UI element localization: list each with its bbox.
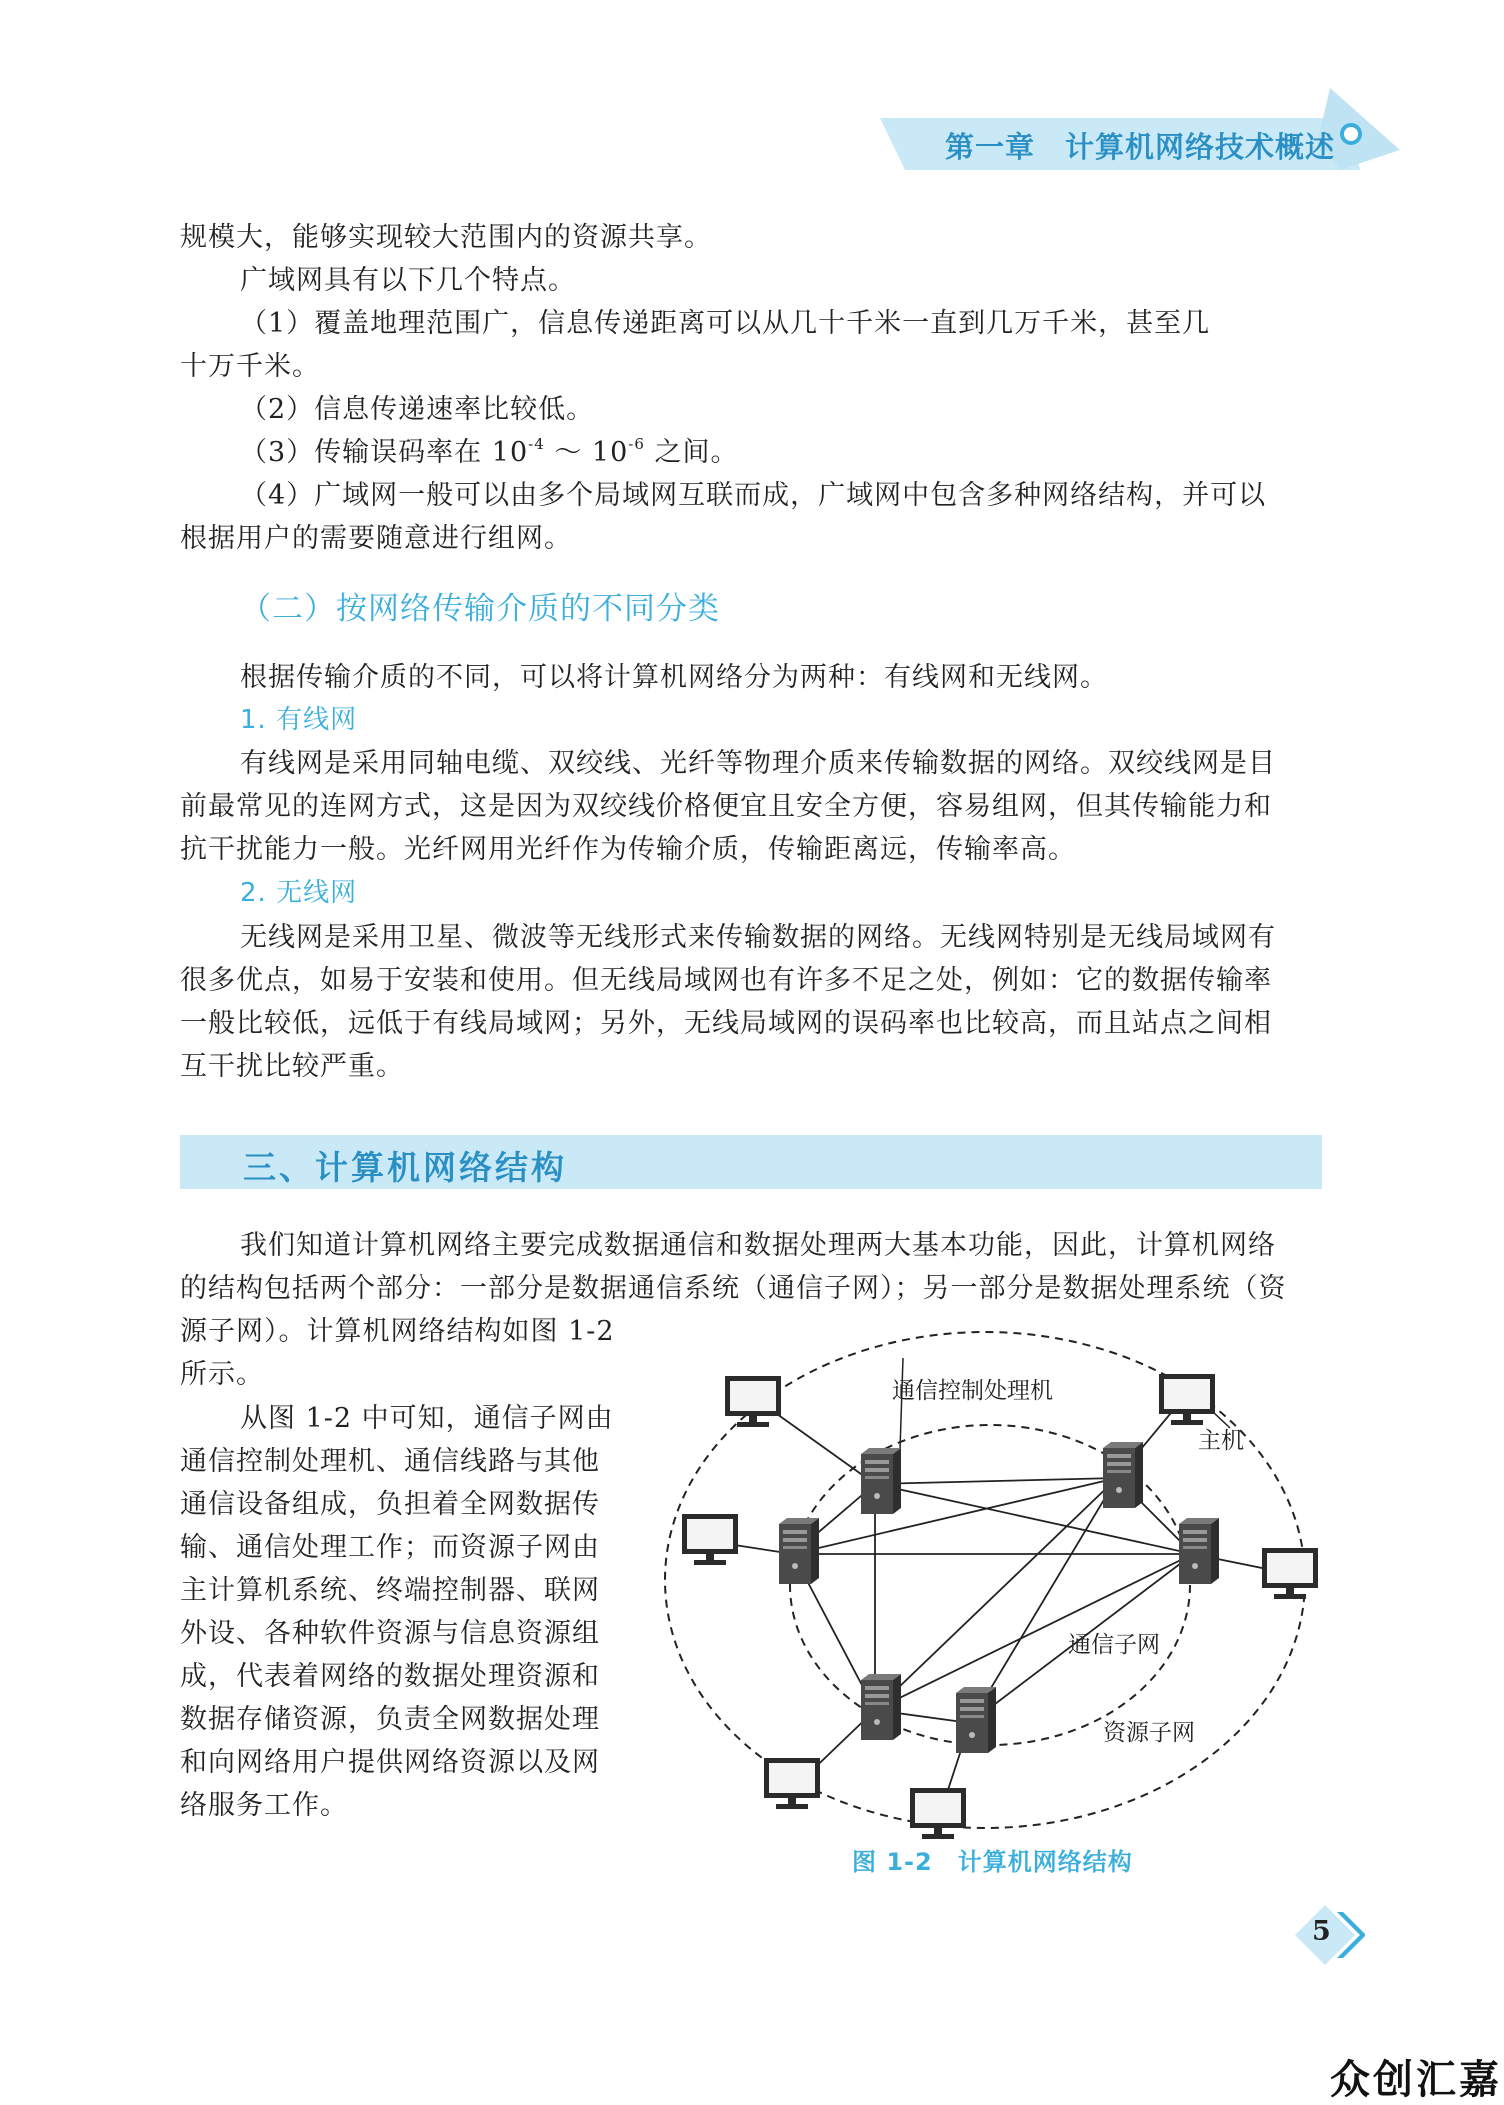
paragraph-line: 根据用户的需要随意进行组网。 xyxy=(180,523,572,554)
header-dot-icon xyxy=(1342,125,1360,143)
paragraph-line: 所示。 xyxy=(180,1359,264,1390)
host-monitor-icon xyxy=(1262,1548,1318,1599)
paragraph-line: 外设、各种软件资源与信息资源组 xyxy=(180,1618,600,1649)
paragraph-line: 数据存储资源，负责全网数据处理 xyxy=(180,1704,600,1735)
paragraph-line: 和向网络用户提供网络资源以及网 xyxy=(180,1747,600,1778)
paragraph-line: 输、通信处理工作；而资源子网由 xyxy=(180,1532,600,1563)
subsection-title: （二）按网络传输介质的不同分类 xyxy=(240,591,720,627)
error-rate-line: （3）传输误码率在 $10^{-4}$ ～ $10^{-6}$ 之间。 xyxy=(240,435,739,468)
paragraph-line: 互干扰比较严重。 xyxy=(180,1051,404,1082)
host-monitor-icon xyxy=(910,1788,966,1839)
paragraph-line: 抗干扰能力一般。光纤网用光纤作为传输介质，传输距离远，传输率高。 xyxy=(180,834,1076,865)
paragraph-line: 成，代表着网络的数据处理资源和 xyxy=(180,1661,600,1692)
paragraph-line: 前最常见的连网方式，这是因为双绞线价格便宜且安全方便，容易组网，但其传输能力和 xyxy=(180,791,1272,822)
paragraph-line: 主计算机系统、终端控制器、联网 xyxy=(180,1575,600,1606)
paragraph-line: 一般比较低，远低于有线局域网；另外，无线局域网的误码率也比较高，而且站点之间相 xyxy=(180,1008,1272,1039)
paragraph-line: 有线网是采用同轴电缆、双绞线、光纤等物理介质来传输数据的网络。双绞线网是目 xyxy=(240,748,1276,779)
page-number: 5 xyxy=(1312,1916,1331,1947)
paragraph-line: （2）信息传递速率比较低。 xyxy=(240,394,595,425)
paragraph-line: 广域网具有以下几个特点。 xyxy=(240,265,576,296)
paragraph-line: 通信设备组成，负担着全网数据传 xyxy=(180,1489,600,1520)
figure-caption: 图 1-2 计算机网络结构 xyxy=(852,1848,1133,1876)
paragraph-line: （1）覆盖地理范围广，信息传递距离可以从几十千米一直到几万千米，甚至几 xyxy=(240,308,1211,339)
communication-processor-icon xyxy=(861,1674,901,1740)
watermark: 众创汇嘉 xyxy=(1330,2057,1502,2103)
paragraph-line: 十万千米。 xyxy=(180,351,320,382)
host-label: 主机 xyxy=(1198,1428,1244,1454)
paragraph-line: 的结构包括两个部分：一部分是数据通信系统（通信子网）；另一部分是数据处理系统（资 xyxy=(180,1273,1287,1304)
communication-processor-icon xyxy=(956,1687,996,1753)
resource-subnet-label: 资源子网 xyxy=(1103,1720,1195,1746)
host-monitor-icon xyxy=(682,1514,738,1565)
paragraph-line: 通信控制处理机、通信线路与其他 xyxy=(180,1446,600,1477)
ccp-label: 通信控制处理机 xyxy=(892,1378,1053,1404)
section-heading-band xyxy=(180,1135,1322,1189)
paragraph-line: 无线网是采用卫星、微波等无线形式来传输数据的网络。无线网特别是无线局域网有 xyxy=(240,922,1276,953)
ccp-label-pointer xyxy=(900,1358,903,1450)
host-monitor-icon xyxy=(725,1376,781,1427)
paragraph-line: 我们知道计算机网络主要完成数据通信和数据处理两大基本功能，因此，计算机网络 xyxy=(240,1230,1276,1261)
chapter-header-banner xyxy=(0,0,1504,200)
paragraph-line: 络服务工作。 xyxy=(180,1790,348,1821)
communication-processor-icon xyxy=(1179,1518,1219,1584)
paragraph-line: 很多优点，如易于安装和使用。但无线局域网也有许多不足之处，例如：它的数据传输率 xyxy=(180,965,1272,996)
paragraph-line: 源子网）。计算机网络结构如图 1-2 xyxy=(180,1316,615,1347)
communication-subnet-label: 通信子网 xyxy=(1068,1632,1160,1658)
network-structure-figure xyxy=(660,1320,1330,1840)
wired-heading: 1. 有线网 xyxy=(240,705,358,735)
page-number-badge xyxy=(1285,1900,1365,1970)
paragraph-line: 从图 1-2 中可知，通信子网由 xyxy=(240,1403,614,1434)
communication-processor-icon xyxy=(779,1518,819,1584)
chapter-title: 第一章 计算机网络技术概述 xyxy=(945,130,1336,164)
host-monitor-icon xyxy=(764,1758,820,1809)
communication-processor-icon xyxy=(861,1448,901,1514)
communication-links xyxy=(728,1402,1272,1808)
section-title: 三、计算机网络结构 xyxy=(243,1148,567,1187)
paragraph-line: （4）广域网一般可以由多个局域网互联而成，广域网中包含多种网络结构，并可以 xyxy=(240,480,1267,511)
communication-processor-icon xyxy=(1103,1442,1143,1508)
paragraph-line: 根据传输介质的不同，可以将计算机网络分为两种：有线网和无线网。 xyxy=(240,662,1108,693)
wireless-heading: 2. 无线网 xyxy=(240,878,358,908)
paragraph-line: 规模大，能够实现较大范围内的资源共享。 xyxy=(180,222,712,253)
